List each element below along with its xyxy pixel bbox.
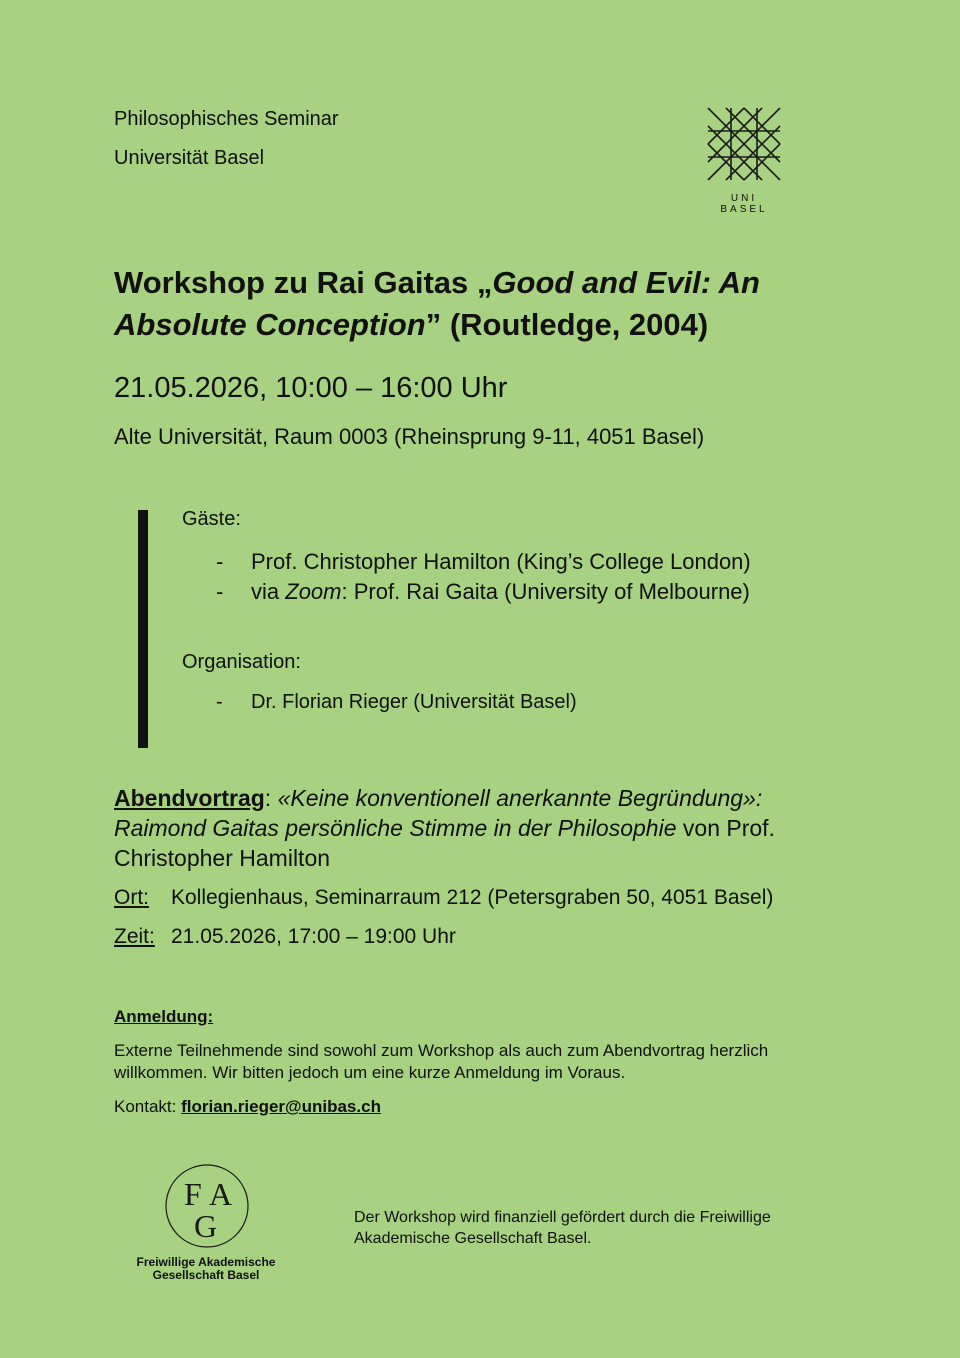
evening-talk-speaker: von Prof. Christopher Hamilton bbox=[114, 815, 775, 871]
unibasel-logo bbox=[704, 104, 784, 215]
fag-line-2: Gesellschaft Basel bbox=[152, 1268, 260, 1282]
guest-item-2 bbox=[216, 579, 750, 605]
guest-1-text: Prof. Christopher Hamilton (King’s College London) bbox=[251, 549, 751, 574]
logo-text-basel: BASEL bbox=[720, 204, 768, 215]
title-suffix: ” (Routledge, 2004) bbox=[425, 307, 709, 342]
organisation-label: Organisation: bbox=[182, 651, 301, 673]
institute-name: Philosophisches Seminar bbox=[114, 108, 339, 130]
guest-2-prefix: via bbox=[251, 579, 286, 604]
fag-logo-icon bbox=[164, 1163, 250, 1249]
event-date-time: 21.05.2026, 10:00 – 16:00 Uhr bbox=[114, 372, 508, 404]
organiser-text: Dr. Florian Rieger (Universität Basel) bbox=[251, 691, 577, 713]
page-title bbox=[114, 262, 874, 346]
organisation-item-1 bbox=[216, 691, 577, 714]
evening-talk-place bbox=[114, 886, 773, 910]
guests-label: Gäste: bbox=[182, 508, 241, 530]
contact-line bbox=[114, 1097, 381, 1117]
event-venue: Alte Universität, Raum 0003 (Rheinsprung 9-11, 4051 Basel) bbox=[114, 424, 705, 449]
place-value: Kollegienhaus, Seminarraum 212 (Petersgraben 50, 4051 Basel) bbox=[171, 886, 774, 909]
time-value: 21.05.2026, 17:00 – 19:00 Uhr bbox=[171, 925, 456, 948]
evening-talk-time bbox=[114, 925, 456, 949]
bullet-dash: - bbox=[216, 691, 223, 713]
place-key: Ort: bbox=[114, 886, 150, 909]
guest-2-zoom: Zoom bbox=[285, 579, 342, 604]
fag-line-1: Freiwillige Akademische bbox=[136, 1255, 276, 1269]
guest-2-suffix: : Prof. Rai Gaita (University of Melbourne) bbox=[341, 579, 750, 604]
funding-note: Der Workshop wird finanziell gefördert durch die Freiwillige Akademische Gesellschaft Basel. bbox=[354, 1209, 771, 1247]
contact-label: Kontakt: bbox=[114, 1097, 182, 1116]
title-book: Good and Evil: An Absolute Conception bbox=[114, 265, 760, 342]
svg-text:G: G bbox=[194, 1208, 218, 1244]
fag-logo bbox=[164, 1163, 250, 1249]
evening-talk-colon: : bbox=[264, 785, 278, 811]
bullet-dash: - bbox=[216, 549, 224, 574]
university-name: Universität Basel bbox=[114, 147, 265, 169]
guest-item-1 bbox=[216, 549, 751, 575]
title-prefix: Workshop zu Rai Gaitas „ bbox=[114, 265, 493, 300]
registration-heading: Anmeldung: bbox=[114, 1007, 214, 1026]
evening-talk-label: Abendvortrag bbox=[114, 785, 265, 811]
fag-name bbox=[118, 1256, 294, 1282]
time-key: Zeit: bbox=[114, 925, 155, 948]
registration-text: Externe Teilnehmende sind sowohl zum Workshop als auch zum Abendvortrag herzlich willkommen. Wir bitten jedoch um eine kurze Anmeldung im Voraus. bbox=[114, 1041, 769, 1082]
svg-text:F: F bbox=[184, 1176, 202, 1212]
unibasel-logo-icon bbox=[704, 104, 784, 184]
logo-text-uni: UNI bbox=[730, 193, 758, 204]
bullet-dash: - bbox=[216, 579, 224, 604]
evening-talk-title: «Keine konventionell anerkannte Begründung»: Raimond Gaitas persönliche Stimme in der Philosophie bbox=[114, 785, 763, 841]
svg-text:A: A bbox=[209, 1176, 233, 1212]
vertical-accent-bar bbox=[138, 510, 148, 748]
evening-talk bbox=[114, 783, 844, 873]
contact-email-link[interactable]: florian.rieger@unibas.ch bbox=[181, 1097, 381, 1116]
